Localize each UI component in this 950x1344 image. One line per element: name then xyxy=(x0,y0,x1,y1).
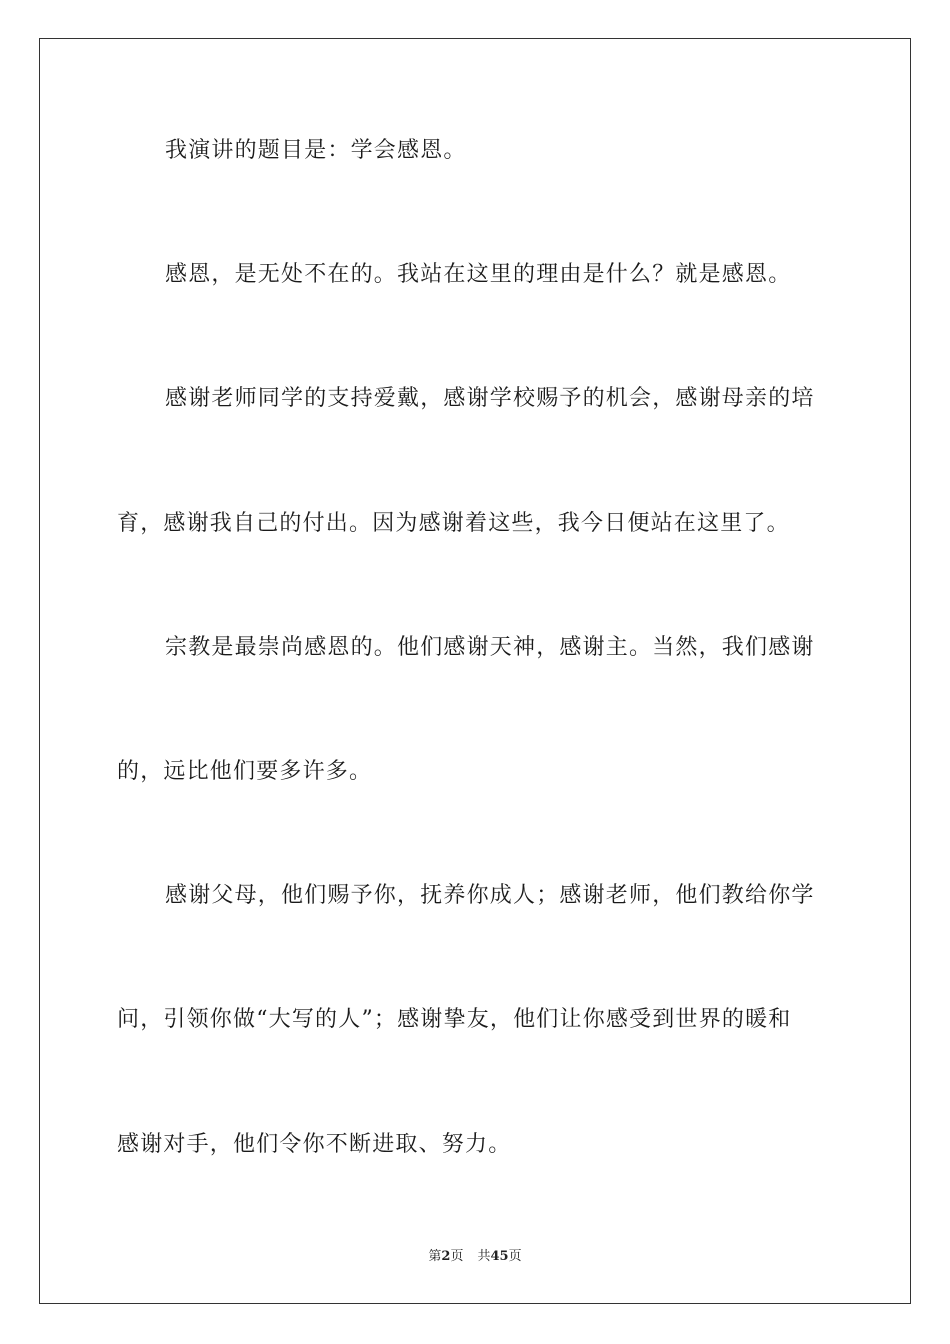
page-border xyxy=(39,38,911,1304)
paragraph-line: 感恩，是无处不在的。我站在这里的理由是什么？就是感恩。 xyxy=(165,262,792,287)
page-footer xyxy=(0,1248,950,1266)
paragraph-line: 宗教是最崇尚感恩的。他们感谢天神，感谢主。当然，我们感谢 xyxy=(165,635,815,660)
page-suffix: 页 xyxy=(450,1249,464,1264)
total-pages: 45 xyxy=(490,1249,509,1264)
page-prefix: 第 xyxy=(428,1249,442,1264)
total-suffix: 页 xyxy=(508,1249,522,1264)
paragraph-line: 感谢对手，他们令你不断进取、努力。 xyxy=(117,1132,512,1157)
paragraph-line: 问，引领你做“大写的人”；感谢挚友，他们让你感受到世界的暖和 xyxy=(117,1007,792,1032)
paragraph-line: 感谢父母，他们赐予你，抚养你成人；感谢老师，他们教给你学 xyxy=(165,883,815,908)
total-prefix: 共 xyxy=(477,1249,491,1264)
paragraph-line: 的，远比他们要多许多。 xyxy=(117,759,373,784)
paragraph-line: 感谢老师同学的支持爱戴，感谢学校赐予的机会，感谢母亲的培 xyxy=(165,386,815,411)
speech-title-line: 我演讲的题目是：学会感恩。 xyxy=(165,138,467,163)
page-number: 2 xyxy=(441,1249,451,1264)
paragraph-line: 育，感谢我自己的付出。因为感谢着这些，我今日便站在这里了。 xyxy=(117,511,790,536)
